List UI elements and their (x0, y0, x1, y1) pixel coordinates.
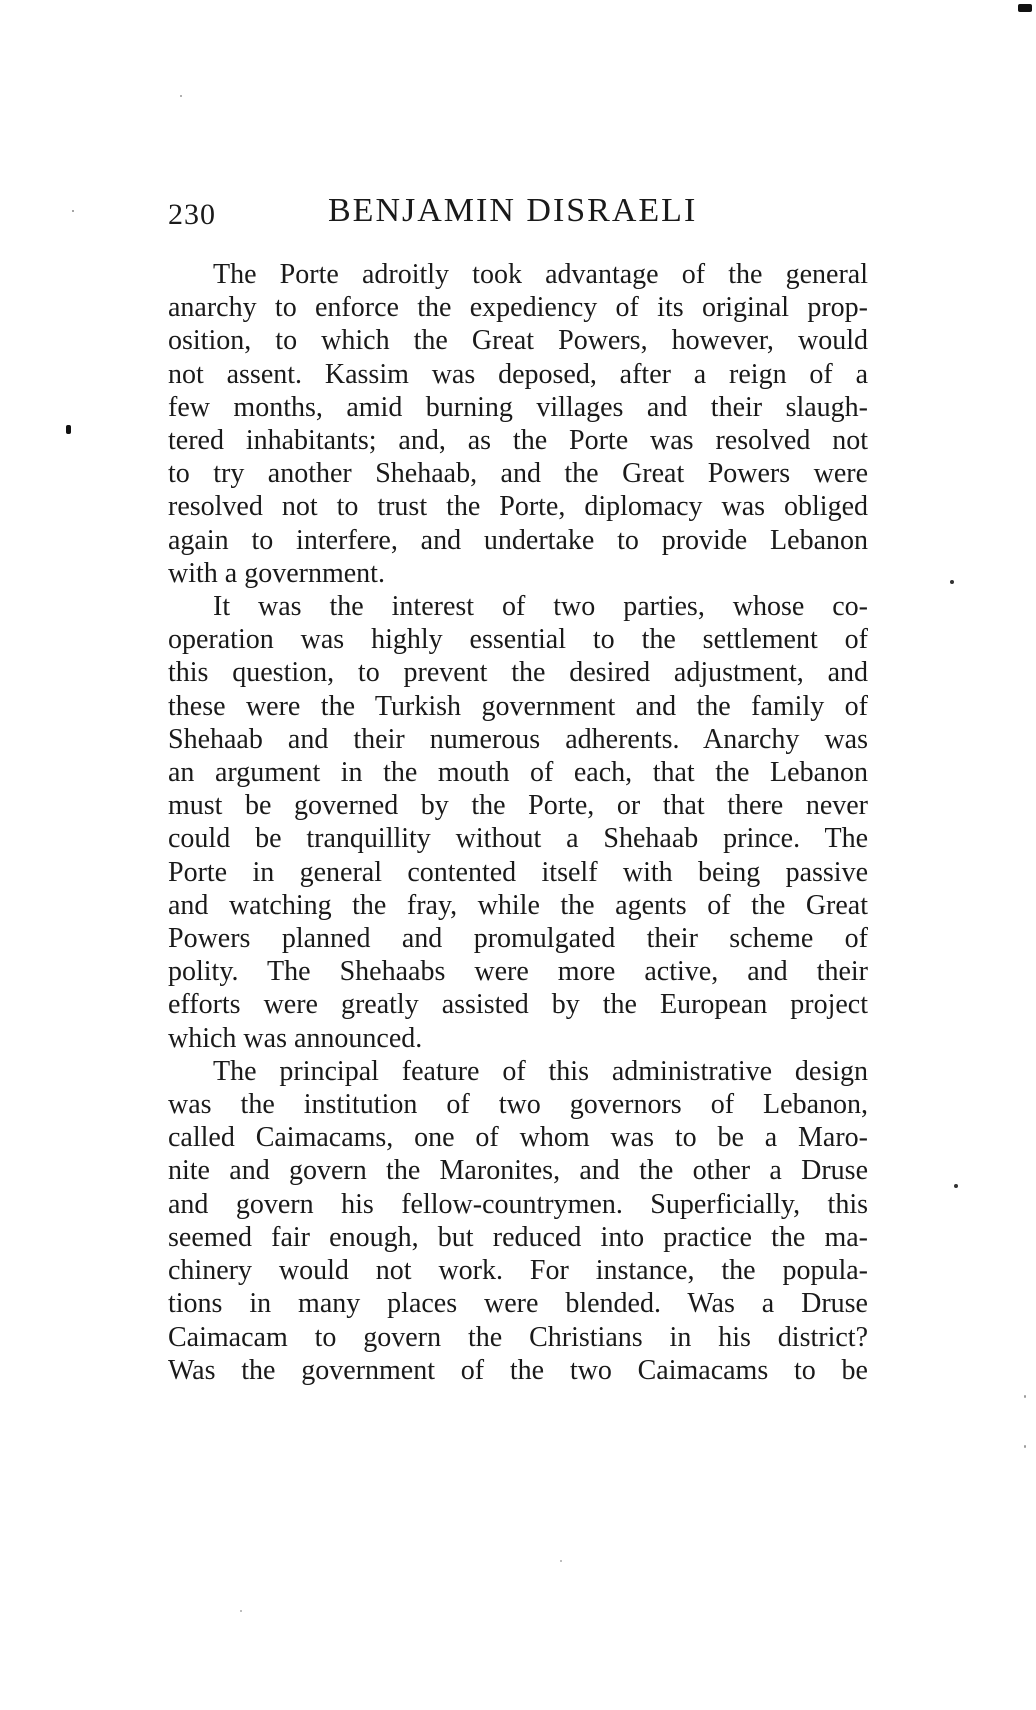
scan-speck (950, 580, 954, 584)
scan-speck (72, 210, 74, 212)
text-line: operation was highly essential to the settlement of (168, 624, 868, 656)
text-line: with a government. (168, 557, 385, 589)
text-line: could be tranquillity without a Shehaab prince. The (168, 823, 868, 855)
paragraph (168, 258, 868, 590)
text-line: polity. The Shehaabs were more active, and their (168, 956, 868, 988)
text-line: chinery would not work. For instance, the popula- (168, 1255, 868, 1287)
paragraph (168, 590, 868, 1055)
text-line: again to interfere, and undertake to provide Lebanon (168, 524, 868, 556)
text-line: It was the interest of two parties, whose co- (213, 591, 868, 623)
text-line: Was the government of the two Caimacams to be (168, 1354, 868, 1386)
text-line: must be governed by the Porte, or that there never (168, 790, 868, 822)
text-line: this question, to prevent the desired adjustment, and (168, 657, 868, 689)
text-line: resolved not to trust the Porte, diplomacy was obliged (168, 491, 868, 523)
text-line: The Porte adroitly took advantage of the general (213, 259, 868, 290)
text-line: which was announced. (168, 1022, 423, 1054)
scan-speck (1018, 4, 1032, 12)
scan-speck (1024, 1445, 1026, 1448)
scan-speck (66, 425, 71, 434)
page-header (168, 188, 868, 238)
text-line: and govern his fellow-countrymen. Superficially, this (168, 1188, 868, 1220)
body-text (168, 258, 868, 1387)
text-line: to try another Shehaab, and the Great Powers were (168, 458, 868, 490)
text-line: few months, amid burning villages and their slaugh- (168, 391, 868, 423)
text-line: anarchy to enforce the expediency of its original prop- (168, 292, 868, 324)
text-line: osition, to which the Great Powers, however, would (168, 325, 868, 357)
text-line: called Caimacams, one of whom was to be a Maro- (168, 1122, 868, 1154)
text-line: an argument in the mouth of each, that the Lebanon (168, 757, 868, 789)
scan-speck (240, 1610, 242, 1612)
text-line: The principal feature of this administrative design (213, 1055, 868, 1087)
paragraph (168, 1055, 868, 1387)
text-line: not assent. Kassim was deposed, after a reign of a (168, 358, 868, 390)
text-line: tions in many places were blended. Was a Druse (168, 1288, 868, 1320)
running-title: BENJAMIN DISRAELI (328, 192, 698, 229)
text-line: tered inhabitants; and, as the Porte was resolved not (168, 425, 868, 457)
text-line: Porte in general contented itself with being passive (168, 856, 868, 888)
text-line: was the institution of two governors of Lebanon, (168, 1089, 868, 1121)
scan-speck (954, 1184, 958, 1188)
text-line: Shehaab and their numerous adherents. Anarchy was (168, 723, 868, 755)
text-line: Powers planned and promulgated their scheme of (168, 923, 868, 955)
text-line: nite and govern the Maronites, and the other a Druse (168, 1155, 868, 1187)
scan-speck (560, 1560, 562, 1562)
scan-speck (1024, 1395, 1026, 1398)
page-number: 230 (168, 198, 216, 231)
text-line: seemed fair enough, but reduced into practice the ma- (168, 1221, 868, 1253)
text-line: and watching the fray, while the agents of the Great (168, 889, 868, 921)
text-line: these were the Turkish government and the family of (168, 690, 868, 722)
text-line: Caimacam to govern the Christians in his district? (168, 1321, 868, 1353)
scan-speck (180, 95, 182, 97)
text-line: efforts were greatly assisted by the European project (168, 989, 868, 1021)
